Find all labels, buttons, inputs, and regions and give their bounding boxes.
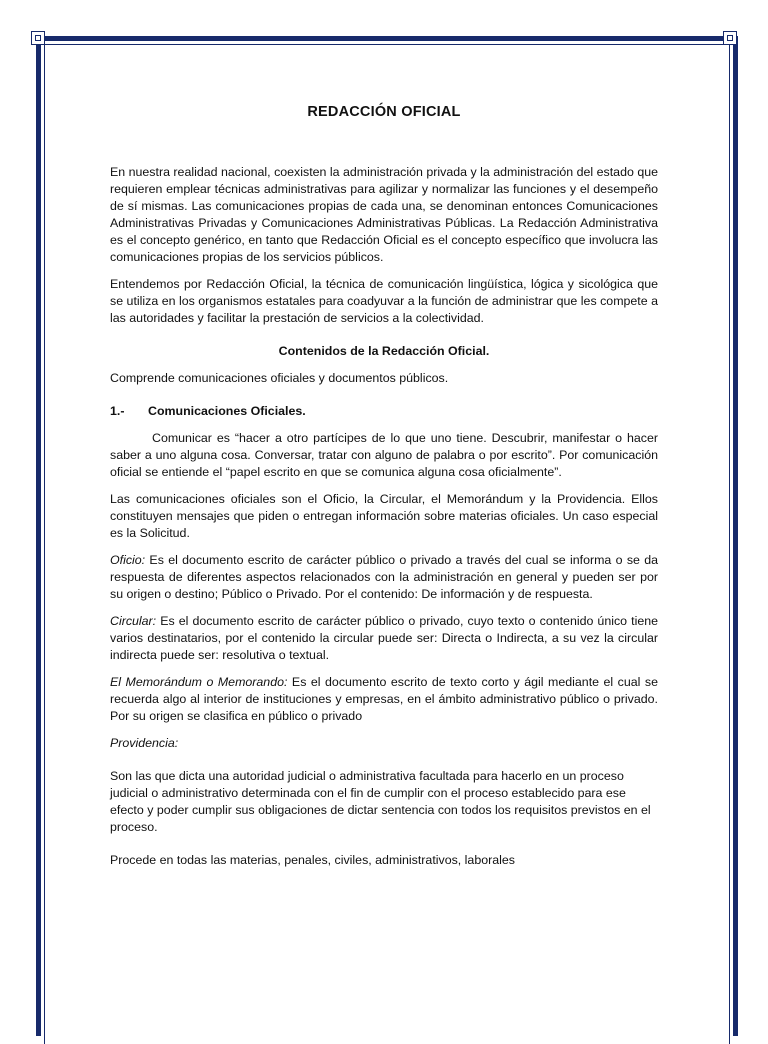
section-heading — [110, 403, 658, 420]
paragraph-comunicar: Comunicar es “hacer a otro partícipes de lo que uno tiene. Descubrir, manifestar o hacer saber a uno alguna cosa. Conversar, tratar con alguno de palabra o por escrito”. Por comunicación oficial se entiende el “papel escrito en que se comunica alguna cosa oficialmente”. — [110, 431, 658, 479]
document-body — [110, 104, 658, 879]
term-label: El Memorándum o Memorando: — [110, 675, 288, 689]
term-label: Oficio: — [110, 553, 146, 567]
paragraph-circular — [110, 613, 658, 664]
term-text: Es el documento escrito de carácter público o privado a través del cual se informa o se da respuesta de diferentes aspectos relacionados con la administración en general y pueden ser por su origen o destino; Público o Privado. Por el contenido: De información y de respuesta. — [110, 553, 658, 601]
term-text: Es el documento escrito de texto corto y ágil mediante el cual se recuerda algo al interior de instituciones y empresas, en el ámbito administrativo público o privado. Por su origen se clasifica en público o privado — [110, 675, 658, 723]
paragraph-procede: Procede en todas las materias, penales, civiles, administrativos, laborales — [110, 853, 515, 867]
paragraph-providencia: Son las que dicta una autoridad judicial o administrativa facultada para hacerlo en un proceso judicial o administrativo determinada con el fin de cumplir con el proceso establecido para ese efecto y poder cumplir sus obligaciones de dictar sentencia con todos los requisitos previstos en el proceso. — [110, 769, 651, 834]
document-title: REDACCIÓN OFICIAL — [307, 104, 461, 120]
paragraph-comunicaciones: Las comunicaciones oficiales son el Oficio, la Circular, el Memorándum y la Providencia. Ellos constituyen mensajes que piden o entregan información sobre materias oficiales. Un caso especial es la Solicitud. — [110, 492, 658, 540]
paragraph-comprende: Comprende comunicaciones oficiales y documentos públicos. — [110, 371, 449, 385]
term-label: Circular: — [110, 614, 157, 628]
paragraph-memorandum — [110, 674, 658, 725]
paragraph-definition: Entendemos por Redacción Oficial, la técnica de comunicación lingüística, lógica y sicológica que se utiliza en los organismos estatales para coadyuvar a la función de administrar que les compete a las autoridades y facilitar la prestación de servicios a la colectividad. — [110, 277, 658, 325]
section-subtitle: Contenidos de la Redacción Oficial. — [278, 344, 490, 358]
paragraph-intro: En nuestra realidad nacional, coexisten la administración privada y la administración del estado que requieren emplear técnicas administrativas para agilizar y normalizar las funciones y el desempeño de sí mismas. Las comunicaciones propias de cada una, se denominan entonces Comunicaciones Administrativas Privadas y Comunicaciones Administrativas Públicas. La Redacción Administrativa es el concepto genérico, en tanto que Redacción Oficial es el concepto específico que involucra las comunicaciones propias de los servicios públicos. — [110, 165, 658, 264]
section-number: 1.- — [110, 404, 125, 418]
section-heading-text: Comunicaciones Oficiales. — [148, 404, 306, 418]
border-corner-ornament — [723, 31, 737, 45]
border-corner-ornament — [31, 31, 45, 45]
term-text: Es el documento escrito de carácter público o privado, cuyo texto o contenido único tiene varios destinatarios, por el contenido la circular puede ser: Directa o Indirecta, a su vez la circular indirecta puede ser: resolutiva o textual. — [110, 614, 658, 662]
term-providencia: Providencia: — [110, 736, 179, 750]
paragraph-oficio — [110, 552, 658, 603]
